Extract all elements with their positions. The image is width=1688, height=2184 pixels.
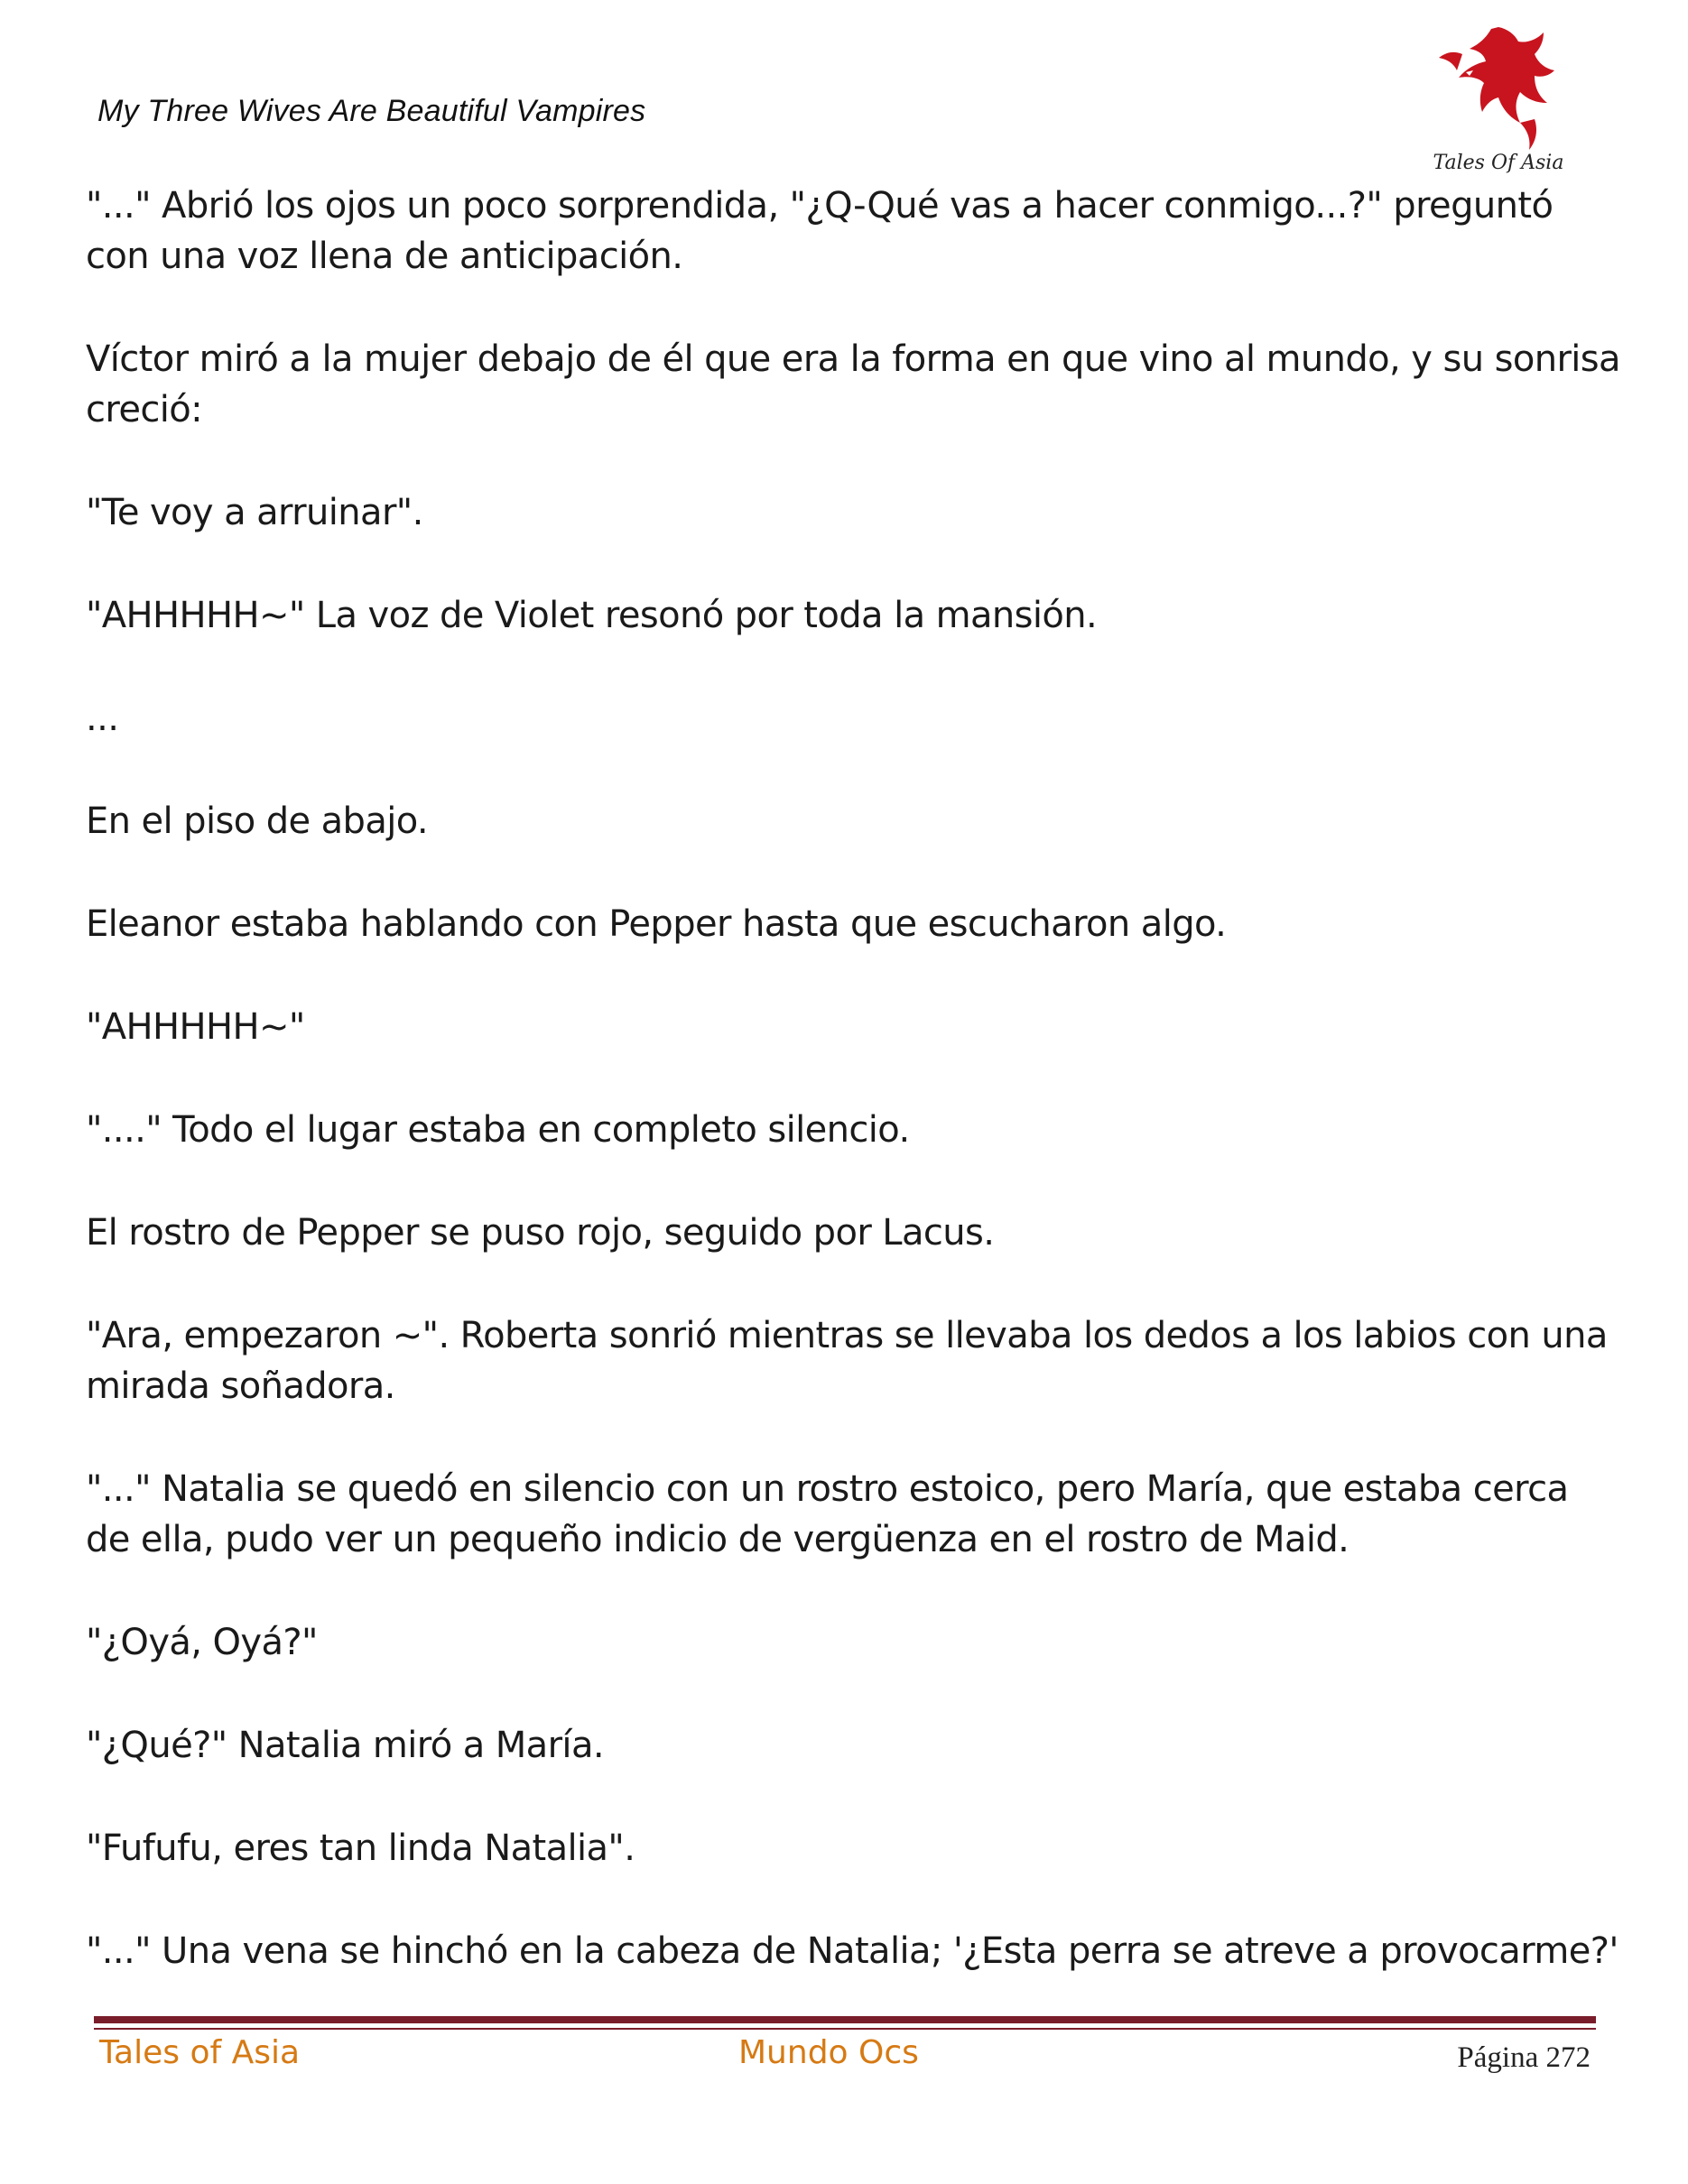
paragraph: El rostro de Pepper se puso rojo, seguido por Lacus. <box>86 1212 995 1254</box>
paragraph: ... <box>86 698 119 739</box>
paragraph: "¿Qué?" Natalia miró a María. <box>86 1725 604 1766</box>
paragraph: "AHHHHH~" <box>86 1006 305 1048</box>
paragraph: "..." Una vena se hinchó en la cabeza de Natalia; '¿Esta perra se atreve a provocarme?' <box>86 1930 1618 1972</box>
paragraph: "..." Abrió los ojos un poco sorprendida, "¿Q-Qué vas a hacer conmigo...?" preguntó con una voz llena de anticipación. <box>86 185 1554 277</box>
footer-rule-thin <box>94 2028 1596 2030</box>
paragraph: "Fufufu, eres tan linda Natalia". <box>86 1828 635 1869</box>
book-title: My Three Wives Are Beautiful Vampires <box>97 94 646 128</box>
paragraph: "..." Natalia se quedó en silencio con un rostro estoico, pero María, que estaba cerca de ella, pudo ver un pequeño indicio de vergüenza en el rostro de Maid. <box>86 1468 1569 1560</box>
paragraph: En el piso de abajo. <box>86 800 429 842</box>
paragraph: "¿Oyá, Oyá?" <box>86 1622 318 1663</box>
logo-text: Tales Of Asia <box>1433 152 1564 174</box>
paragraph: "Ara, empezaron ~". Roberta sonrió mientras se llevaba los dedos a los labios con una mirada soñadora. <box>86 1315 1608 1407</box>
paragraph: "...." Todo el lugar estaba en completo silencio. <box>86 1109 910 1151</box>
paragraph: Eleanor estaba hablando con Pepper hasta que escucharon algo. <box>86 903 1227 945</box>
footer-section-name: Mundo Ocs <box>738 2034 919 2071</box>
footer-site-name: Tales of Asia <box>99 2034 301 2071</box>
red-dragon-logo-icon <box>1426 18 1571 153</box>
paragraph: "Te voy a arruinar". <box>86 492 423 533</box>
tales-of-asia-logo <box>1426 18 1571 180</box>
paragraph: Víctor miró a la mujer debajo de él que era la forma en que vino al mundo, y su sonrisa creció: <box>86 338 1620 430</box>
paragraph: "AHHHHH~" La voz de Violet resonó por toda la mansión. <box>86 595 1098 636</box>
footer-rule <box>94 2016 1596 2023</box>
page-number: Página 272 <box>1457 2041 1591 2074</box>
